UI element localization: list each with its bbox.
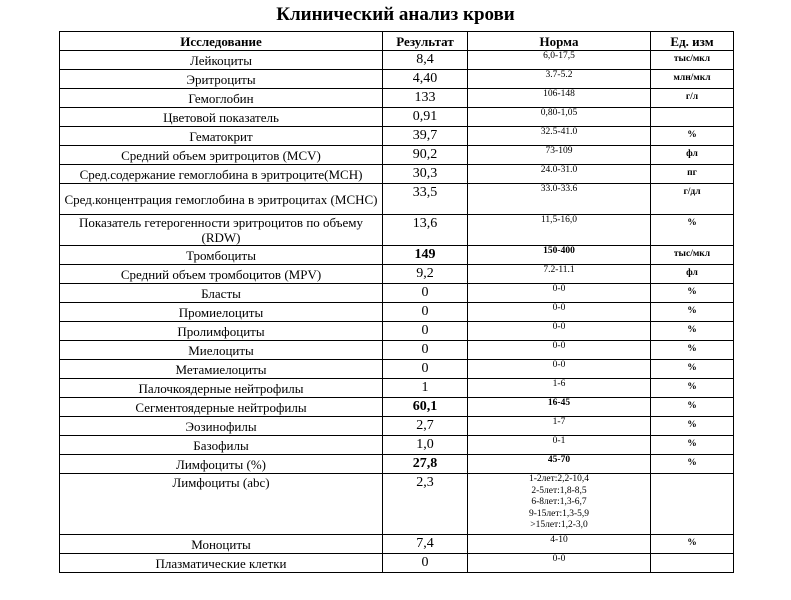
test-unit: % xyxy=(651,436,734,455)
header-norm: Норма xyxy=(468,32,651,51)
table-row xyxy=(60,284,734,303)
test-name: Эритроциты xyxy=(60,70,383,89)
test-result: 33,5 xyxy=(383,184,468,215)
test-name: Гемоглобин xyxy=(60,89,383,108)
test-unit: % xyxy=(651,215,734,246)
test-norm: 150-400 xyxy=(468,246,651,265)
test-name: Метамиелоциты xyxy=(60,360,383,379)
table-row xyxy=(60,89,734,108)
test-name: Цветовой показатель xyxy=(60,108,383,127)
test-name: Палочкоядерные нейтрофилы xyxy=(60,379,383,398)
test-unit: тыс/мкл xyxy=(651,51,734,70)
table-header-row xyxy=(60,32,734,51)
table-row xyxy=(60,554,734,573)
table-row xyxy=(60,535,734,554)
table-row xyxy=(60,70,734,89)
header-result: Результат xyxy=(383,32,468,51)
test-norm: 24.0-31.0 xyxy=(468,165,651,184)
table-row xyxy=(60,146,734,165)
test-name: Моноциты xyxy=(60,535,383,554)
test-norm: 0-0 xyxy=(468,284,651,303)
test-unit: г/л xyxy=(651,89,734,108)
blood-test-table xyxy=(59,31,734,573)
test-unit: % xyxy=(651,284,734,303)
test-result: 0 xyxy=(383,341,468,360)
test-name: Гематокрит xyxy=(60,127,383,146)
test-result: 2,7 xyxy=(383,417,468,436)
test-norm: 106-148 xyxy=(468,89,651,108)
test-name: Миелоциты xyxy=(60,341,383,360)
test-unit: % xyxy=(651,398,734,417)
test-result: 0 xyxy=(383,554,468,573)
test-unit xyxy=(651,108,734,127)
test-norm: 0-1 xyxy=(468,436,651,455)
test-unit: % xyxy=(651,341,734,360)
test-unit xyxy=(651,474,734,535)
test-norm: 11,5-16,0 xyxy=(468,215,651,246)
test-name: Плазматические клетки xyxy=(60,554,383,573)
test-name: Бласты xyxy=(60,284,383,303)
test-result: 27,8 xyxy=(383,455,468,474)
table-row xyxy=(60,165,734,184)
table-row xyxy=(60,474,734,535)
test-name: Сред.концентрация гемоглобина в эритроцитах (MCHC) xyxy=(60,184,383,215)
test-name: Лимфоциты (%) xyxy=(60,455,383,474)
header-unit: Ед. изм xyxy=(651,32,734,51)
test-unit: фл xyxy=(651,265,734,284)
test-result: 30,3 xyxy=(383,165,468,184)
test-result: 0 xyxy=(383,284,468,303)
test-norm: 7.2-11.1 xyxy=(468,265,651,284)
table-row xyxy=(60,417,734,436)
table-row xyxy=(60,436,734,455)
header-test: Исследование xyxy=(60,32,383,51)
test-name: Пролимфоциты xyxy=(60,322,383,341)
test-unit: % xyxy=(651,303,734,322)
table-row xyxy=(60,398,734,417)
test-norm: 1-6 xyxy=(468,379,651,398)
test-unit: % xyxy=(651,417,734,436)
test-result: 13,6 xyxy=(383,215,468,246)
test-name: Базофилы xyxy=(60,436,383,455)
test-unit: пг xyxy=(651,165,734,184)
test-name: Показатель гетерогенности эритроцитов по объему (RDW) xyxy=(60,215,383,246)
test-norm: 0-0 xyxy=(468,303,651,322)
test-name: Сред.содержание гемоглобина в эритроците(MCH) xyxy=(60,165,383,184)
test-unit: % xyxy=(651,322,734,341)
table-row xyxy=(60,127,734,146)
table-row xyxy=(60,455,734,474)
test-unit: г/дл xyxy=(651,184,734,215)
table-row xyxy=(60,265,734,284)
table-row xyxy=(60,303,734,322)
test-norm: 4-10 xyxy=(468,535,651,554)
table-row xyxy=(60,51,734,70)
test-norm: 0-0 xyxy=(468,341,651,360)
test-norm: 0-0 xyxy=(468,322,651,341)
test-unit: тыс/мкл xyxy=(651,246,734,265)
test-norm: 0,80-1,05 xyxy=(468,108,651,127)
test-result: 133 xyxy=(383,89,468,108)
table-row xyxy=(60,379,734,398)
test-result: 0 xyxy=(383,322,468,341)
test-unit: % xyxy=(651,127,734,146)
test-result: 60,1 xyxy=(383,398,468,417)
test-name: Тромбоциты xyxy=(60,246,383,265)
test-result: 7,4 xyxy=(383,535,468,554)
test-result: 1 xyxy=(383,379,468,398)
test-unit: % xyxy=(651,360,734,379)
table-row xyxy=(60,360,734,379)
test-norm: 1-7 xyxy=(468,417,651,436)
test-result: 8,4 xyxy=(383,51,468,70)
test-norm: 45-70 xyxy=(468,455,651,474)
test-norm: 0-0 xyxy=(468,360,651,379)
test-norm: 16-45 xyxy=(468,398,651,417)
table-row xyxy=(60,246,734,265)
table-row xyxy=(60,341,734,360)
test-result: 39,7 xyxy=(383,127,468,146)
test-unit: % xyxy=(651,455,734,474)
test-norm: 3.7-5.2 xyxy=(468,70,651,89)
test-norm: 33.0-33.6 xyxy=(468,184,651,215)
test-result: 4,40 xyxy=(383,70,468,89)
test-unit: % xyxy=(651,535,734,554)
table-row xyxy=(60,215,734,246)
test-result: 90,2 xyxy=(383,146,468,165)
test-name: Промиелоциты xyxy=(60,303,383,322)
test-name: Сегментоядерные нейтрофилы xyxy=(60,398,383,417)
test-name: Эозинофилы xyxy=(60,417,383,436)
test-norm: 73-109 xyxy=(468,146,651,165)
test-unit: фл xyxy=(651,146,734,165)
test-result: 9,2 xyxy=(383,265,468,284)
test-result: 0,91 xyxy=(383,108,468,127)
test-norm: 32.5-41.0 xyxy=(468,127,651,146)
table-row xyxy=(60,184,734,215)
test-name: Средний объем эритроцитов (MCV) xyxy=(60,146,383,165)
test-result: 0 xyxy=(383,360,468,379)
test-result: 149 xyxy=(383,246,468,265)
test-norm: 1-2лет:2,2-10,4 2-5лет:1,8-8,5 6-8лет:1,3-6,7 9-15лет:1,3-5,9 >15лет:1,2-3,0 xyxy=(468,474,651,535)
test-result: 1,0 xyxy=(383,436,468,455)
table-row xyxy=(60,322,734,341)
table-row xyxy=(60,108,734,127)
test-name: Средний объем тромбоцитов (MPV) xyxy=(60,265,383,284)
test-result: 0 xyxy=(383,303,468,322)
test-norm: 6,0-17,5 xyxy=(468,51,651,70)
test-name: Лимфоциты (abc) xyxy=(60,474,383,535)
report-title: Клинический анализ крови xyxy=(276,4,515,25)
test-norm: 0-0 xyxy=(468,554,651,573)
test-name: Лейкоциты xyxy=(60,51,383,70)
test-unit: % xyxy=(651,379,734,398)
test-unit: млн/мкл xyxy=(651,70,734,89)
test-unit xyxy=(651,554,734,573)
test-result: 2,3 xyxy=(383,474,468,535)
